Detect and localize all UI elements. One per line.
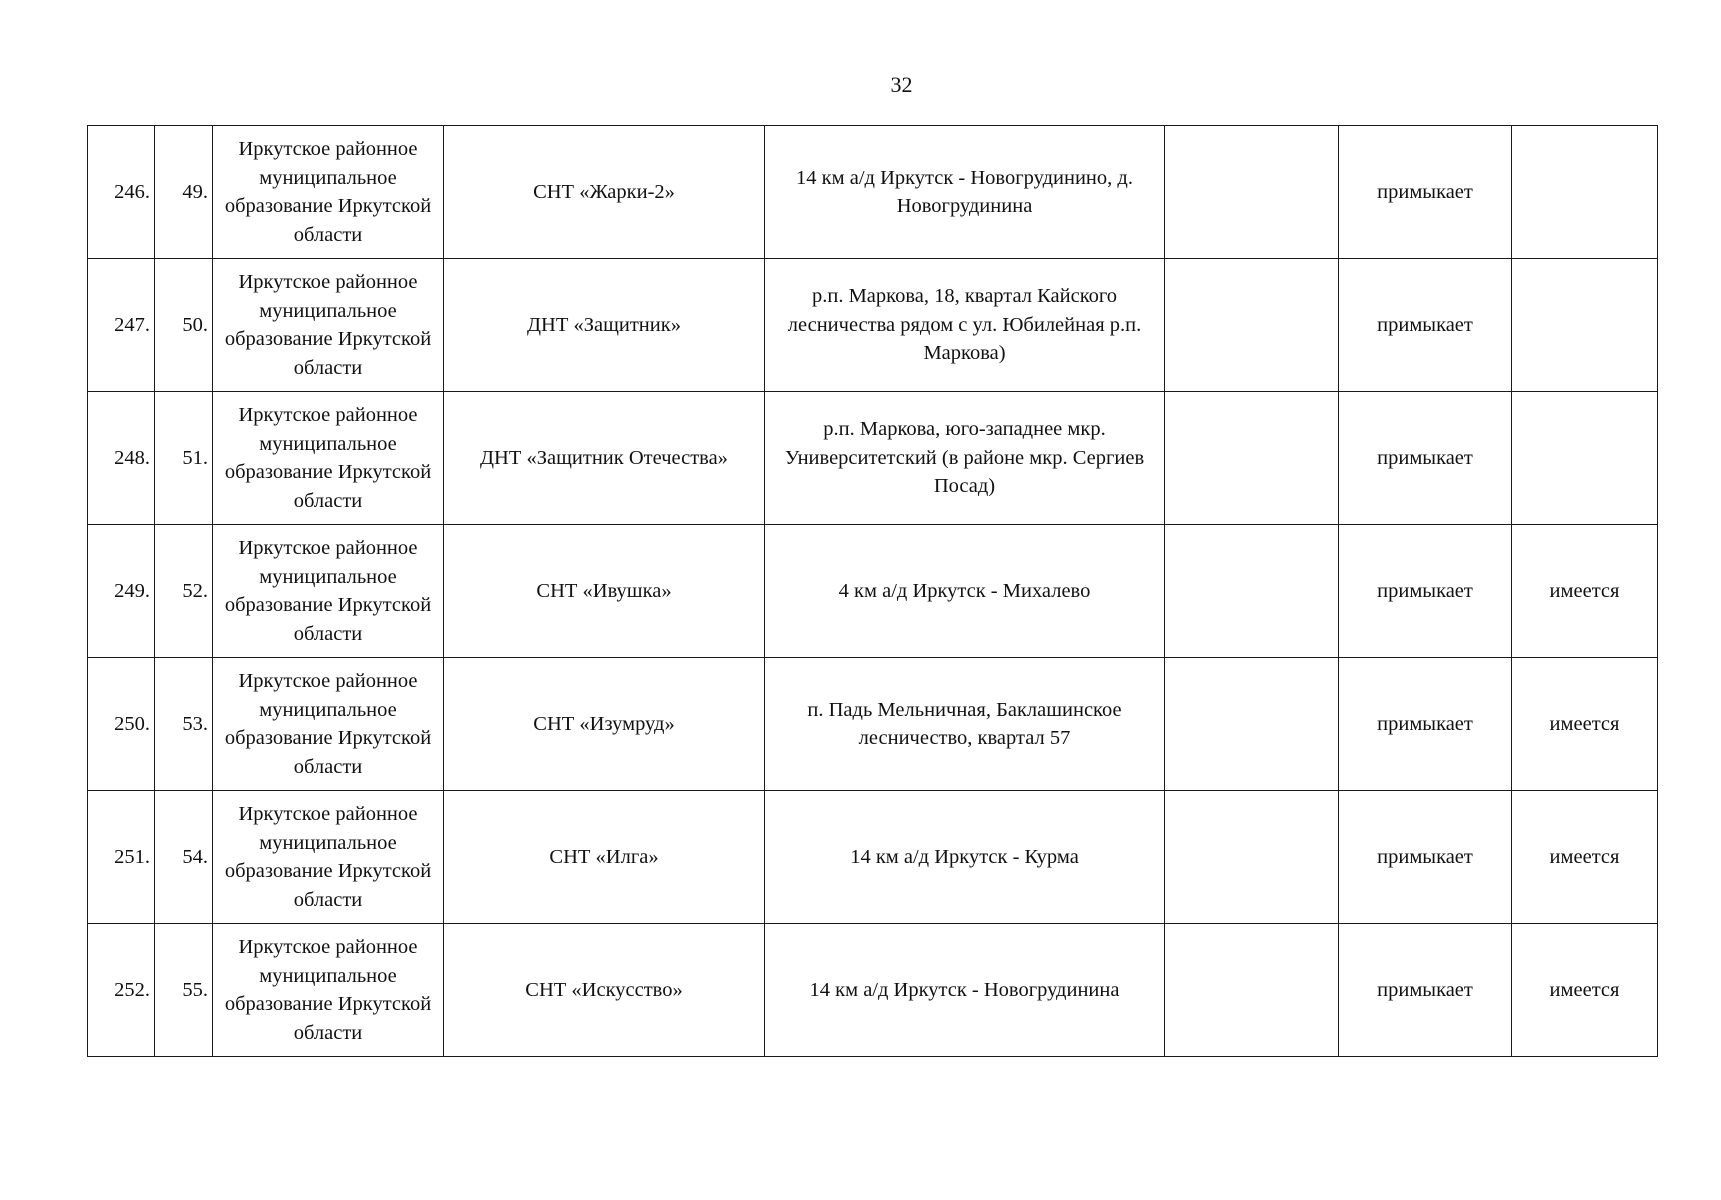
availability-cell: имеется xyxy=(1512,924,1658,1057)
association-name-cell: СНТ «Изумруд» xyxy=(444,658,765,791)
global-number-cell: 251. xyxy=(88,791,155,924)
local-number-cell: 51. xyxy=(155,392,213,525)
local-number-cell: 53. xyxy=(155,658,213,791)
location-cell: 14 км а/д Иркутск - Новогрудинина xyxy=(765,924,1165,1057)
adjacency-cell: примыкает xyxy=(1339,791,1512,924)
association-name-cell: СНТ «Искусство» xyxy=(444,924,765,1057)
empty-cell xyxy=(1165,392,1339,525)
association-name-cell: СНТ «Илга» xyxy=(444,791,765,924)
empty-cell xyxy=(1165,658,1339,791)
availability-cell: имеется xyxy=(1512,658,1658,791)
local-number-cell: 50. xyxy=(155,259,213,392)
municipality-cell: Иркутское районное муниципальное образование Иркутской области xyxy=(213,791,444,924)
adjacency-cell: примыкает xyxy=(1339,924,1512,1057)
association-name-cell: ДНТ «Защитник» xyxy=(444,259,765,392)
empty-cell xyxy=(1165,525,1339,658)
adjacency-cell: примыкает xyxy=(1339,392,1512,525)
association-name-cell: ДНТ «Защитник Отечества» xyxy=(444,392,765,525)
location-cell: 14 км а/д Иркутск - Новогрудинино, д. Новогрудинина xyxy=(765,126,1165,259)
municipality-cell: Иркутское районное муниципальное образование Иркутской области xyxy=(213,924,444,1057)
municipality-cell: Иркутское районное муниципальное образование Иркутской области xyxy=(213,126,444,259)
location-cell: 4 км а/д Иркутск - Михалево xyxy=(765,525,1165,658)
empty-cell xyxy=(1165,259,1339,392)
global-number-cell: 246. xyxy=(88,126,155,259)
municipality-cell: Иркутское районное муниципальное образование Иркутской области xyxy=(213,259,444,392)
availability-cell: имеется xyxy=(1512,791,1658,924)
adjacency-cell: примыкает xyxy=(1339,525,1512,658)
table-row xyxy=(88,791,1658,924)
adjacency-cell: примыкает xyxy=(1339,126,1512,259)
table-row xyxy=(88,525,1658,658)
local-number-cell: 55. xyxy=(155,924,213,1057)
adjacency-cell: примыкает xyxy=(1339,259,1512,392)
location-cell: п. Падь Мельничная, Баклашинское лесничество, квартал 57 xyxy=(765,658,1165,791)
table-row xyxy=(88,259,1658,392)
global-number-cell: 249. xyxy=(88,525,155,658)
municipality-cell: Иркутское районное муниципальное образование Иркутской области xyxy=(213,658,444,791)
location-cell: р.п. Маркова, юго-западнее мкр. Университетский (в районе мкр. Сергиев Посад) xyxy=(765,392,1165,525)
local-number-cell: 52. xyxy=(155,525,213,658)
local-number-cell: 49. xyxy=(155,126,213,259)
table-row xyxy=(88,126,1658,259)
global-number-cell: 248. xyxy=(88,392,155,525)
adjacency-cell: примыкает xyxy=(1339,658,1512,791)
table-row xyxy=(88,392,1658,525)
availability-cell xyxy=(1512,392,1658,525)
empty-cell xyxy=(1165,126,1339,259)
page-number: 32 xyxy=(890,72,913,97)
association-name-cell: СНТ «Ивушка» xyxy=(444,525,765,658)
availability-cell: имеется xyxy=(1512,525,1658,658)
table-row xyxy=(88,924,1658,1057)
municipality-cell: Иркутское районное муниципальное образование Иркутской области xyxy=(213,525,444,658)
association-name-cell: СНТ «Жарки-2» xyxy=(444,126,765,259)
registry-table xyxy=(87,125,1658,1057)
global-number-cell: 252. xyxy=(88,924,155,1057)
empty-cell xyxy=(1165,924,1339,1057)
availability-cell xyxy=(1512,126,1658,259)
location-cell: 14 км а/д Иркутск - Курма xyxy=(765,791,1165,924)
municipality-cell: Иркутское районное муниципальное образование Иркутской области xyxy=(213,392,444,525)
availability-cell xyxy=(1512,259,1658,392)
empty-cell xyxy=(1165,791,1339,924)
table-row xyxy=(88,658,1658,791)
global-number-cell: 250. xyxy=(88,658,155,791)
global-number-cell: 247. xyxy=(88,259,155,392)
local-number-cell: 54. xyxy=(155,791,213,924)
location-cell: р.п. Маркова, 18, квартал Кайского лесничества рядом с ул. Юбилейная р.п. Маркова) xyxy=(765,259,1165,392)
